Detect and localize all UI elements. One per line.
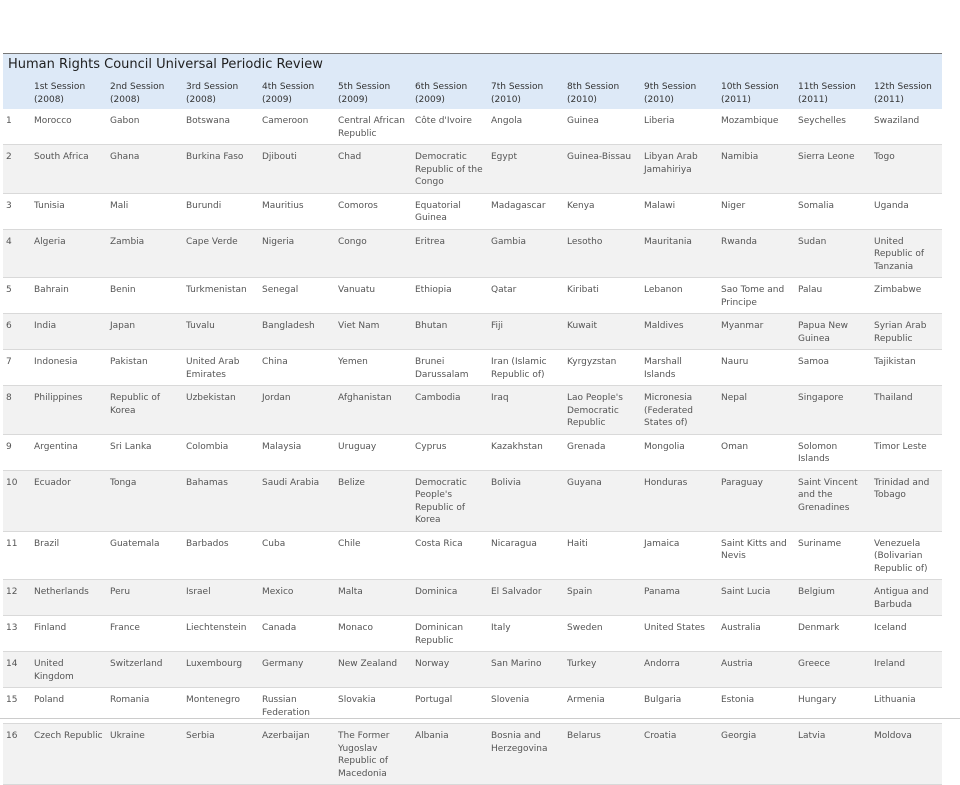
country-cell: Tuvalu [183,314,259,350]
country-cell: Denmark [795,616,871,652]
country-cell: Singapore [795,386,871,435]
table-header [3,75,942,109]
row-index-cell: 3 [3,193,31,229]
row-index-cell: 12 [3,580,31,616]
country-cell: Chile [335,531,412,580]
country-cell: Belarus [564,724,641,785]
country-cell: Switzerland [107,652,183,688]
country-cell: Hungary [795,688,871,724]
header-cell-session-7: 7th Session (2010) [488,75,564,109]
country-cell: El Salvador [488,580,564,616]
header-cell-session-8: 8th Session (2010) [564,75,641,109]
header-cell-session-1: 1st Session (2008) [31,75,107,109]
table-row [3,314,942,350]
country-cell: Fiji [488,314,564,350]
country-cell: Czech Republic [31,724,107,785]
country-cell: Micronesia (Federated States of) [641,386,718,435]
country-cell: Spain [564,580,641,616]
country-cell: Comoros [335,193,412,229]
country-cell: Qatar [488,278,564,314]
country-cell: Slovakia [335,688,412,724]
country-cell: Finland [31,616,107,652]
row-index-cell: 5 [3,278,31,314]
country-cell: Samoa [795,350,871,386]
country-cell: Russian Federation [259,688,335,724]
country-cell: Grenada [564,434,641,470]
country-cell: Uruguay [335,434,412,470]
country-cell: Bangladesh [259,314,335,350]
country-cell: Chad [335,145,412,194]
country-cell: Ireland [871,652,942,688]
country-cell: Albania [412,724,488,785]
country-cell: Brunei Darussalam [412,350,488,386]
country-cell: Kuwait [564,314,641,350]
country-cell: Nauru [718,350,795,386]
country-cell: Bulgaria [641,688,718,724]
table-row [3,145,942,194]
country-cell: Algeria [31,229,107,278]
country-cell: Indonesia [31,350,107,386]
country-cell: Japan [107,314,183,350]
country-cell: Sudan [795,229,871,278]
country-cell: Ukraine [107,724,183,785]
country-cell: Latvia [795,724,871,785]
country-cell: Haiti [564,531,641,580]
country-cell: Armenia [564,688,641,724]
row-index-cell: 7 [3,350,31,386]
country-cell: Benin [107,278,183,314]
row-index-cell: 4 [3,229,31,278]
country-cell: Cyprus [412,434,488,470]
country-cell: Lithuania [871,688,942,724]
country-cell: Saint Vincent and the Grenadines [795,470,871,531]
country-cell: Croatia [641,724,718,785]
table-row [3,434,942,470]
country-cell: Austria [718,652,795,688]
country-cell: Burkina Faso [183,145,259,194]
table-row [3,229,942,278]
country-cell: Jordan [259,386,335,435]
country-cell: Papua New Guinea [795,314,871,350]
country-cell: Uganda [871,193,942,229]
country-cell: Australia [718,616,795,652]
country-cell: Côte d'Ivoire [412,109,488,145]
row-index-cell: 6 [3,314,31,350]
country-cell: Swaziland [871,109,942,145]
country-cell: Bosnia and Herzegovina [488,724,564,785]
country-cell: Vanuatu [335,278,412,314]
country-cell: Uzbekistan [183,386,259,435]
country-cell: Iceland [871,616,942,652]
country-cell: Tonga [107,470,183,531]
country-cell: Lesotho [564,229,641,278]
row-index-cell: 14 [3,652,31,688]
country-cell: Ecuador [31,470,107,531]
country-cell: France [107,616,183,652]
country-cell: Saint Lucia [718,580,795,616]
row-index-cell: 15 [3,688,31,724]
country-cell: Rwanda [718,229,795,278]
country-cell: Guyana [564,470,641,531]
country-cell: Monaco [335,616,412,652]
country-cell: Angola [488,109,564,145]
row-index-cell: 10 [3,470,31,531]
country-cell: Trinidad and Tobago [871,470,942,531]
country-cell: Nepal [718,386,795,435]
country-cell: Mauritius [259,193,335,229]
country-cell: Bolivia [488,470,564,531]
country-cell: Madagascar [488,193,564,229]
country-cell: Dominican Republic [412,616,488,652]
country-cell: Sierra Leone [795,145,871,194]
country-cell: Gambia [488,229,564,278]
country-cell: Argentina [31,434,107,470]
country-cell: Moldova [871,724,942,785]
country-cell: Georgia [718,724,795,785]
country-cell: Israel [183,580,259,616]
country-cell: Ethiopia [412,278,488,314]
row-index-cell: 9 [3,434,31,470]
country-cell: Barbados [183,531,259,580]
country-cell: Liberia [641,109,718,145]
country-cell: Lao People's Democratic Republic [564,386,641,435]
table-row [3,470,942,531]
country-cell: Cape Verde [183,229,259,278]
country-cell: Kiribati [564,278,641,314]
country-cell: Viet Nam [335,314,412,350]
country-cell: Guinea-Bissau [564,145,641,194]
row-index-cell: 11 [3,531,31,580]
country-cell: Turkmenistan [183,278,259,314]
country-cell: Libyan Arab Jamahiriya [641,145,718,194]
sessions-table [3,75,942,785]
table-row [3,531,942,580]
country-cell: New Zealand [335,652,412,688]
row-index-cell: 2 [3,145,31,194]
country-cell: Niger [718,193,795,229]
table-row [3,616,942,652]
country-cell: Canada [259,616,335,652]
country-cell: Thailand [871,386,942,435]
country-cell: Malaysia [259,434,335,470]
country-cell: Tajikistan [871,350,942,386]
country-cell: Oman [718,434,795,470]
country-cell: Kyrgyzstan [564,350,641,386]
country-cell: Colombia [183,434,259,470]
country-cell: Kazakhstan [488,434,564,470]
table-title: Human Rights Council Universal Periodic Review [3,53,942,75]
header-cell-session-6: 6th Session (2009) [412,75,488,109]
table-row [3,193,942,229]
country-cell: Myanmar [718,314,795,350]
country-cell: Marshall Islands [641,350,718,386]
country-cell: Antigua and Barbuda [871,580,942,616]
country-cell: United States [641,616,718,652]
upr-table-container [3,53,942,785]
country-cell: Iraq [488,386,564,435]
country-cell: Estonia [718,688,795,724]
country-cell: Seychelles [795,109,871,145]
country-cell: Sweden [564,616,641,652]
table-row [3,652,942,688]
country-cell: Netherlands [31,580,107,616]
country-cell: Andorra [641,652,718,688]
header-cell-session-4: 4th Session (2009) [259,75,335,109]
header-cell-session-2: 2nd Session (2008) [107,75,183,109]
country-cell: Brazil [31,531,107,580]
country-cell: Philippines [31,386,107,435]
country-cell: San Marino [488,652,564,688]
table-row [3,109,942,145]
country-cell: Sao Tome and Principe [718,278,795,314]
table-row [3,724,942,785]
country-cell: Malta [335,580,412,616]
country-cell: China [259,350,335,386]
country-cell: Gabon [107,109,183,145]
country-cell: United Arab Emirates [183,350,259,386]
country-cell: Syrian Arab Republic [871,314,942,350]
country-cell: South Africa [31,145,107,194]
country-cell: Mozambique [718,109,795,145]
country-cell: Sri Lanka [107,434,183,470]
country-cell: Senegal [259,278,335,314]
country-cell: Paraguay [718,470,795,531]
country-cell: Djibouti [259,145,335,194]
country-cell: India [31,314,107,350]
country-cell: Maldives [641,314,718,350]
country-cell: Poland [31,688,107,724]
country-cell: Solomon Islands [795,434,871,470]
country-cell: Burundi [183,193,259,229]
country-cell: Saudi Arabia [259,470,335,531]
header-cell-session-3: 3rd Session (2008) [183,75,259,109]
country-cell: Ghana [107,145,183,194]
row-index-cell: 13 [3,616,31,652]
country-cell: Pakistan [107,350,183,386]
country-cell: Somalia [795,193,871,229]
country-cell: Bahrain [31,278,107,314]
table-row [3,350,942,386]
country-cell: Dominica [412,580,488,616]
country-cell: The Former Yugoslav Republic of Macedonia [335,724,412,785]
country-cell: Romania [107,688,183,724]
country-cell: Liechtenstein [183,616,259,652]
country-cell: Democratic People's Republic of Korea [412,470,488,531]
header-cell-session-5: 5th Session (2009) [335,75,412,109]
country-cell: Nicaragua [488,531,564,580]
country-cell: Honduras [641,470,718,531]
country-cell: Serbia [183,724,259,785]
country-cell: Central African Republic [335,109,412,145]
country-cell: Bahamas [183,470,259,531]
header-cell-session-10: 10th Session (2011) [718,75,795,109]
header-cell-session-12: 12th Session (2011) [871,75,942,109]
country-cell: Egypt [488,145,564,194]
table-row [3,278,942,314]
country-cell: Mauritania [641,229,718,278]
country-cell: Cambodia [412,386,488,435]
country-cell: Portugal [412,688,488,724]
country-cell: Congo [335,229,412,278]
header-cell-index [3,75,31,109]
country-cell: Jamaica [641,531,718,580]
country-cell: Greece [795,652,871,688]
country-cell: Luxembourg [183,652,259,688]
country-cell: Tunisia [31,193,107,229]
row-index-cell: 16 [3,724,31,785]
country-cell: Guatemala [107,531,183,580]
country-cell: Panama [641,580,718,616]
country-cell: Azerbaijan [259,724,335,785]
country-cell: Guinea [564,109,641,145]
country-cell: Belgium [795,580,871,616]
country-cell: United Kingdom [31,652,107,688]
country-cell: Italy [488,616,564,652]
country-cell: Belize [335,470,412,531]
country-cell: Suriname [795,531,871,580]
country-cell: Venezuela (Bolivarian Republic of) [871,531,942,580]
country-cell: Botswana [183,109,259,145]
country-cell: Republic of Korea [107,386,183,435]
country-cell: Eritrea [412,229,488,278]
header-cell-session-9: 9th Session (2010) [641,75,718,109]
header-row [3,75,942,109]
country-cell: Afghanistan [335,386,412,435]
row-index-cell: 8 [3,386,31,435]
country-cell: Costa Rica [412,531,488,580]
country-cell: Malawi [641,193,718,229]
country-cell: United Republic of Tanzania [871,229,942,278]
country-cell: Peru [107,580,183,616]
country-cell: Palau [795,278,871,314]
table-body [3,109,942,785]
country-cell: Mexico [259,580,335,616]
country-cell: Equatorial Guinea [412,193,488,229]
country-cell: Morocco [31,109,107,145]
country-cell: Timor Leste [871,434,942,470]
row-index-cell: 1 [3,109,31,145]
country-cell: Togo [871,145,942,194]
header-cell-session-11: 11th Session (2011) [795,75,871,109]
country-cell: Mongolia [641,434,718,470]
country-cell: Namibia [718,145,795,194]
country-cell: Norway [412,652,488,688]
country-cell: Cuba [259,531,335,580]
country-cell: Yemen [335,350,412,386]
table-row [3,580,942,616]
country-cell: Germany [259,652,335,688]
country-cell: Montenegro [183,688,259,724]
table-row [3,386,942,435]
country-cell: Iran (Islamic Republic of) [488,350,564,386]
country-cell: Bhutan [412,314,488,350]
country-cell: Lebanon [641,278,718,314]
country-cell: Mali [107,193,183,229]
bottom-divider [0,718,960,719]
country-cell: Kenya [564,193,641,229]
country-cell: Zambia [107,229,183,278]
country-cell: Nigeria [259,229,335,278]
country-cell: Zimbabwe [871,278,942,314]
country-cell: Slovenia [488,688,564,724]
country-cell: Turkey [564,652,641,688]
country-cell: Saint Kitts and Nevis [718,531,795,580]
country-cell: Cameroon [259,109,335,145]
country-cell: Democratic Republic of the Congo [412,145,488,194]
